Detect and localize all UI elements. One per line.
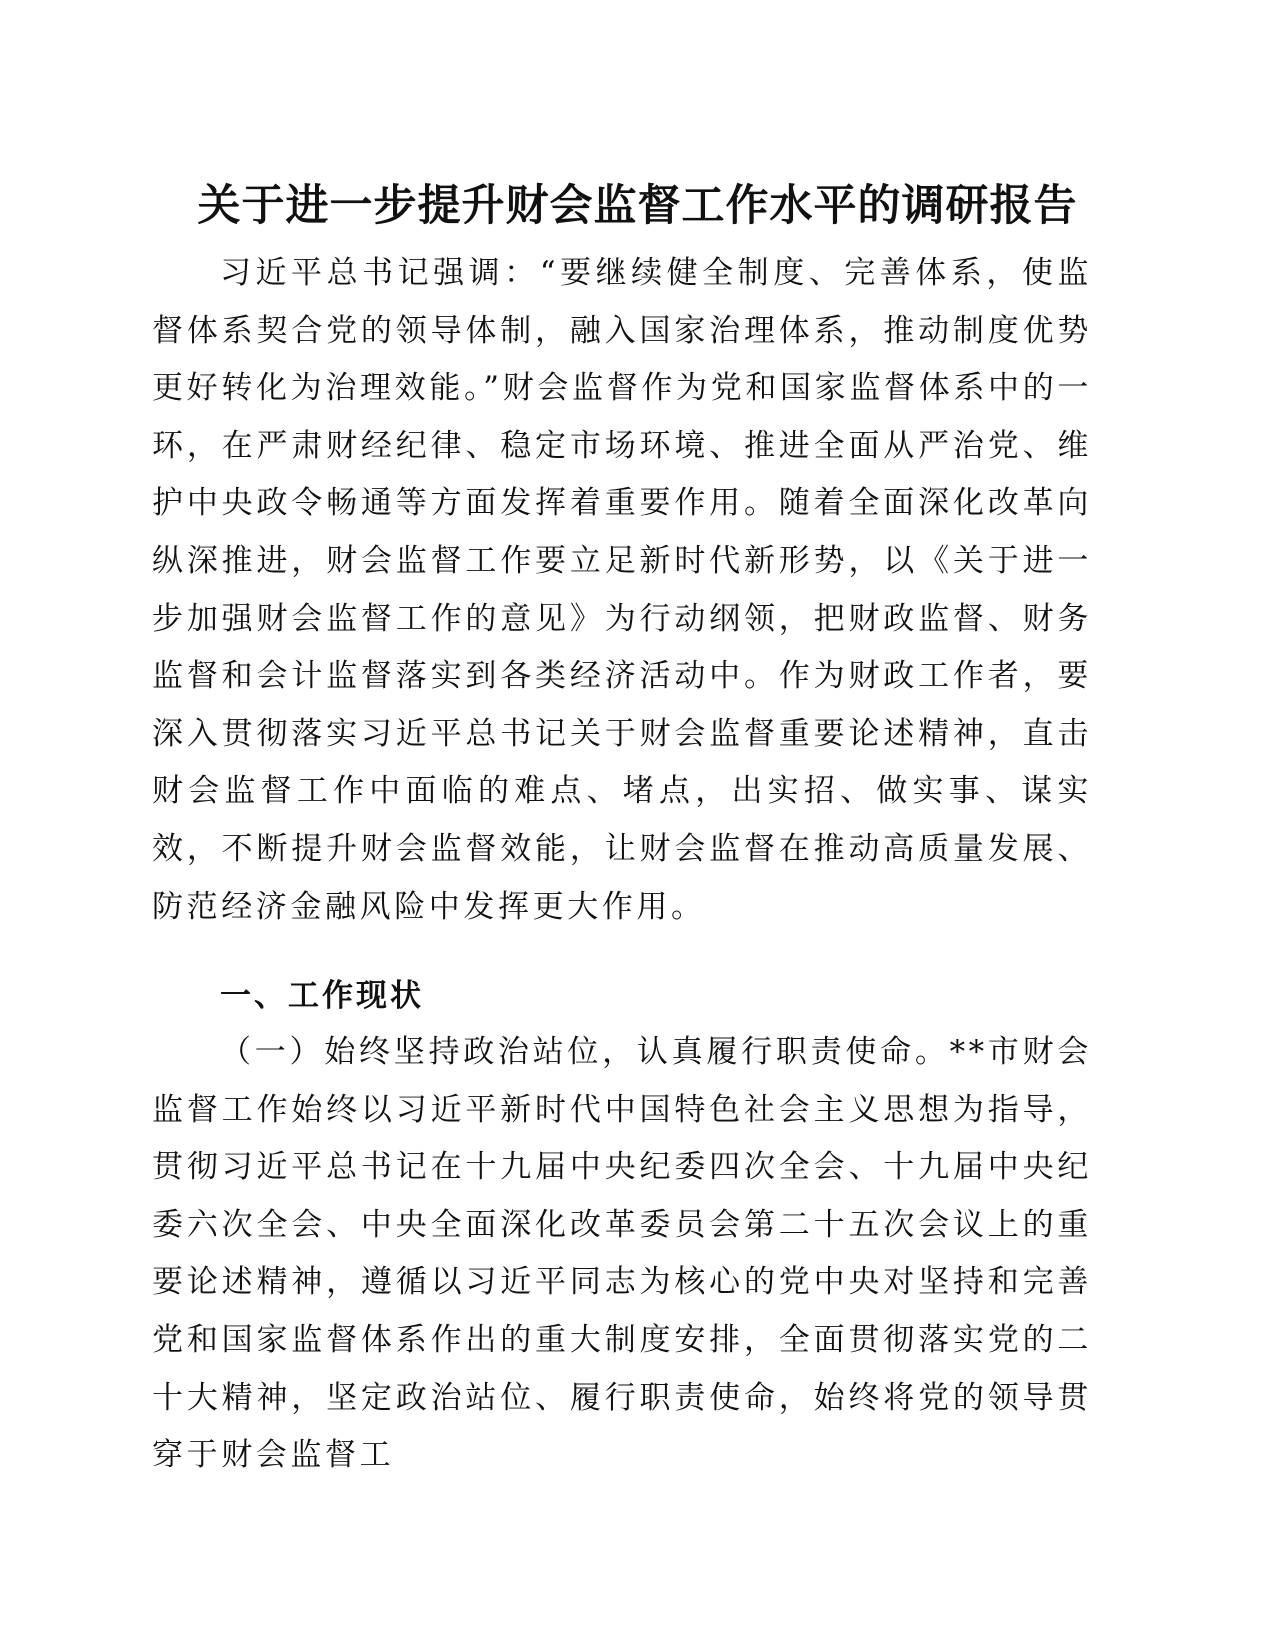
subsection-1-lead: （一）始终坚持政治站位，认真履行职责使命。 <box>220 1034 950 1070</box>
section-heading-work-status: 一、工作现状 <box>220 978 424 1014</box>
document-title: 关于进一步提升财会监督工作水平的调研报告 <box>197 181 1078 231</box>
subsection-1-body: **市财会监督工作始终以习近平新时代中国特色社会主义思想为指导，贯彻习近平总书记在十九届中央纪委四次全会、十九届中央纪委六次全会、中央全面深化改革委员会第二十五次会议上的重要论述精神，遵循以习近平同志为核心的党中央对坚持和完善党和国家监督体系作出的重大制度安排，全面贯彻落实党的二十大精神，坚定政治站位、履行职责使命，始终将党的领导贯穿于财会监督工 <box>152 1034 1093 1474</box>
subsection-1-paragraph <box>152 1024 1092 1485</box>
intro-paragraph: 习近平总书记强调：“要继续健全制度、完善体系，使监督体系契合党的领导体制，融入国家治理体系，推动制度优势更好转化为治理效能。”财会监督作为党和国家监督体系中的一环，在严肃财经纪律、稳定市场环境、推进全面从严治党、维护中央政令畅通等方面发挥着重要作用。随着全面深化改革向纵深推进，财会监督工作要立足新时代新形势，以《关于进一步加强财会监督工作的意见》为行动纲领，把财政监督、财务监督和会计监督落实到各类经济活动中。作为财政工作者，要深入贯彻落实习近平总书记关于财会监督重要论述精神，直击财会监督工作中面临的难点、堵点，出实招、做实事、谋实效，不断提升财会监督效能，让财会监督在推动高质量发展、防范经济金融风险中发挥更大作用。 <box>152 255 1092 925</box>
